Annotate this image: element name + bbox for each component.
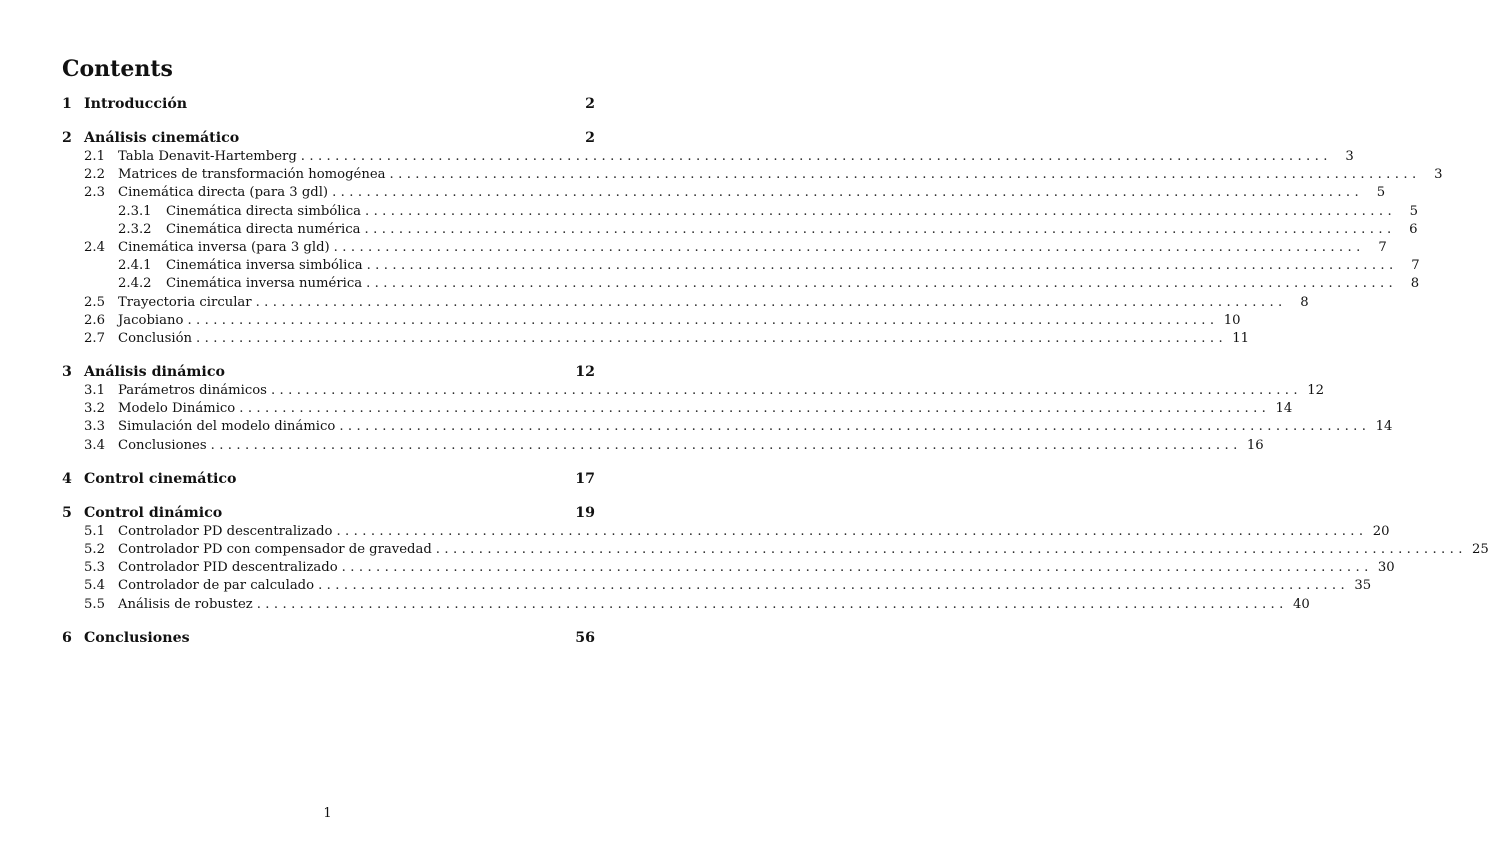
- toc-section-block: [62, 362, 1393, 455]
- toc-entry-page: 20: [1372, 523, 1390, 539]
- toc-entry-page: 12: [575, 364, 595, 381]
- toc-subsection-entry[interactable]: [62, 148, 1354, 166]
- toc-section-block: [62, 469, 595, 489]
- toc-subsection-entry[interactable]: [62, 166, 1443, 184]
- toc-entry-number: 3.3: [84, 419, 105, 435]
- toc-entry-page: 19: [575, 504, 595, 521]
- toc-entry-page: 3: [1345, 149, 1354, 164]
- toc-entry-number: 2.1: [84, 149, 105, 164]
- toc-entry-title: Controlador PID descentralizado: [118, 560, 338, 576]
- toc-section-entry[interactable]: [62, 469, 595, 489]
- toc-entry-number: 3.2: [84, 401, 105, 417]
- toc-entry-number: 2.3: [84, 185, 105, 201]
- dot-leader: ........................................................................................................................: [187, 312, 1219, 328]
- dot-leader: ........................................................................................................................: [366, 276, 1398, 292]
- table-of-contents: [62, 94, 1489, 662]
- toc-subsection-entry[interactable]: [62, 559, 1395, 577]
- toc-subsection-entry[interactable]: [62, 239, 1387, 257]
- toc-entry-number: 2: [62, 130, 72, 146]
- toc-subsection-entry[interactable]: [62, 418, 1393, 436]
- dot-leader: ........................................................................................................................: [239, 401, 1271, 417]
- toc-entry-number: 2.6: [84, 312, 105, 328]
- dot-leader: ........................................................................................................................: [300, 149, 1332, 164]
- toc-entry-title: Modelo Dinámico: [118, 401, 236, 417]
- dot-leader: ........................................................................................................................: [364, 221, 1396, 237]
- toc-entry-page: 5: [1409, 203, 1419, 219]
- toc-entry-number: 2.7: [84, 330, 105, 346]
- toc-section-entry[interactable]: [62, 128, 595, 148]
- toc-entry-page: 11: [1232, 330, 1250, 346]
- toc-entry-title: Cinemática inversa (para 3 gld): [118, 239, 330, 255]
- toc-section-entry[interactable]: [62, 94, 595, 114]
- toc-entry-number: 4: [62, 470, 72, 487]
- dot-leader: ........................................................................................................................: [196, 330, 1228, 346]
- toc-entry-page: 35: [1354, 578, 1372, 594]
- toc-entry-page: 17: [575, 470, 595, 487]
- toc-entry-number: 2.3.1: [118, 203, 152, 219]
- toc-section-block: [62, 628, 595, 648]
- toc-subsection-entry[interactable]: [62, 184, 1386, 202]
- toc-entry-title: Tabla Denavit-Hartemberg: [118, 149, 297, 164]
- dot-leader: ........................................................................................................................: [365, 203, 1397, 219]
- toc-entry-number: 2.4: [84, 239, 105, 255]
- toc-entry-title: Matrices de transformación homogénea: [118, 167, 386, 183]
- toc-entry-number: 3.4: [84, 437, 105, 453]
- toc-entry-number: 3: [62, 364, 72, 381]
- toc-entry-page: 16: [1246, 437, 1264, 453]
- toc-entry-title: Análisis de robustez: [118, 596, 253, 612]
- toc-entry-title: Simulación del modelo dinámico: [118, 419, 336, 435]
- toc-subsection-entry[interactable]: [62, 382, 1324, 400]
- toc-section-entry[interactable]: [62, 362, 595, 382]
- toc-entry-page: 3: [1434, 167, 1443, 183]
- dot-leader: ........................................................................................................................: [333, 239, 1365, 255]
- page-number: 1: [323, 806, 332, 821]
- toc-subsection-entry[interactable]: [62, 577, 1372, 595]
- toc-entry-title: Cinemática inversa simbólica: [166, 258, 363, 274]
- dot-leader: ........................................................................................................................: [256, 596, 1288, 612]
- toc-entry-number: 3.1: [84, 383, 105, 399]
- dot-leader: ........................................................................................................................: [332, 185, 1364, 201]
- toc-section-block: [62, 128, 1443, 348]
- toc-entry-number: 5.3: [84, 560, 105, 576]
- toc-entry-title: Conclusión: [118, 330, 193, 346]
- toc-entry-number: 5.1: [84, 523, 105, 539]
- toc-subsection-entry[interactable]: [62, 400, 1293, 418]
- toc-entry-number: 5: [62, 504, 72, 521]
- dot-leader: ........................................................................................................................: [270, 383, 1302, 399]
- toc-entry-title: Cinemática inversa numérica: [166, 276, 363, 292]
- toc-entry-title: Conclusiones: [118, 437, 207, 453]
- toc-subsubsection-entry[interactable]: [62, 221, 1418, 239]
- dot-leader: ........................................................................................................................: [318, 578, 1350, 594]
- dot-leader: ........................................................................................................................: [341, 560, 1373, 576]
- toc-subsubsection-entry[interactable]: [62, 203, 1419, 221]
- toc-entry-title: Controlador de par calculado: [118, 578, 315, 594]
- toc-entry-page: 2: [585, 96, 595, 112]
- dot-leader: ........................................................................................................................: [339, 419, 1371, 435]
- toc-entry-number: 1: [62, 96, 72, 112]
- toc-subsection-entry[interactable]: [62, 596, 1310, 614]
- toc-entry-number: 2.3.2: [118, 221, 152, 237]
- toc-entry-page: 12: [1307, 383, 1324, 399]
- toc-entry-title: Cinemática directa numérica: [166, 221, 361, 237]
- toc-entry-title: Controlador PD descentralizado: [118, 523, 333, 539]
- toc-entry-page: 56: [575, 629, 595, 646]
- toc-entry-title: Controlador PD con compensador de gravedad: [118, 542, 432, 557]
- dot-leader: ........................................................................................................................: [255, 294, 1287, 310]
- toc-entry-page: 8: [1410, 276, 1420, 292]
- dot-leader: ........................................................................................................................: [366, 258, 1398, 274]
- toc-section-entry[interactable]: [62, 628, 595, 648]
- toc-subsection-entry[interactable]: [62, 330, 1250, 348]
- toc-section-entry[interactable]: [62, 503, 595, 523]
- dot-leader: ........................................................................................................................: [435, 542, 1467, 557]
- toc-section-block: [62, 94, 595, 114]
- toc-entry-title: Introducción: [84, 96, 188, 112]
- toc-title: Contents: [62, 56, 173, 82]
- toc-subsection-entry[interactable]: [62, 541, 1489, 559]
- toc-entry-page: 25: [1472, 542, 1489, 557]
- toc-subsubsection-entry[interactable]: [62, 275, 1420, 293]
- toc-entry-page: 5: [1376, 185, 1386, 201]
- toc-subsubsection-entry[interactable]: [62, 257, 1420, 275]
- toc-entry-number: 6: [62, 629, 72, 646]
- toc-entry-page: 6: [1409, 221, 1418, 237]
- toc-entry-number: 5.2: [84, 542, 105, 557]
- toc-entry-title: Cinemática directa simbólica: [166, 203, 361, 219]
- toc-entry-page: 14: [1275, 401, 1293, 417]
- toc-entry-number: 2.4.2: [118, 276, 152, 292]
- toc-entry-number: 5.5: [84, 596, 105, 612]
- toc-entry-title: Control dinámico: [84, 504, 223, 521]
- toc-entry-number: 5.4: [84, 578, 105, 594]
- toc-subsection-entry[interactable]: [62, 437, 1264, 455]
- toc-entry-page: 7: [1411, 258, 1420, 274]
- toc-entry-page: 30: [1377, 560, 1395, 576]
- toc-entry-number: 2.2: [84, 167, 105, 183]
- toc-entry-title: Conclusiones: [84, 629, 190, 646]
- toc-entry-title: Parámetros dinámicos: [118, 383, 267, 399]
- toc-entry-page: 14: [1375, 419, 1393, 435]
- toc-entry-title: Análisis cinemático: [84, 130, 240, 146]
- toc-entry-title: Trayectoria circular: [118, 294, 252, 310]
- toc-entry-page: 2: [585, 130, 595, 146]
- toc-section-block: [62, 503, 1489, 614]
- toc-subsection-entry[interactable]: [62, 294, 1309, 312]
- toc-subsection-entry[interactable]: [62, 312, 1241, 330]
- toc-subsection-entry[interactable]: [62, 523, 1390, 541]
- dot-leader: ........................................................................................................................: [336, 523, 1368, 539]
- toc-entry-page: 7: [1378, 239, 1387, 255]
- dot-leader: ........................................................................................................................: [210, 437, 1242, 453]
- toc-entry-number: 2.4.1: [118, 258, 152, 274]
- dot-leader: ........................................................................................................................: [389, 167, 1421, 183]
- toc-entry-number: 2.5: [84, 294, 105, 310]
- toc-entry-page: 10: [1223, 312, 1241, 328]
- toc-entry-title: Análisis dinámico: [84, 364, 225, 381]
- toc-entry-title: Cinemática directa (para 3 gdl): [118, 185, 329, 201]
- toc-entry-page: 8: [1300, 294, 1309, 310]
- toc-entry-page: 40: [1292, 596, 1310, 612]
- toc-entry-title: Jacobiano: [118, 312, 184, 328]
- toc-entry-title: Control cinemático: [84, 470, 237, 487]
